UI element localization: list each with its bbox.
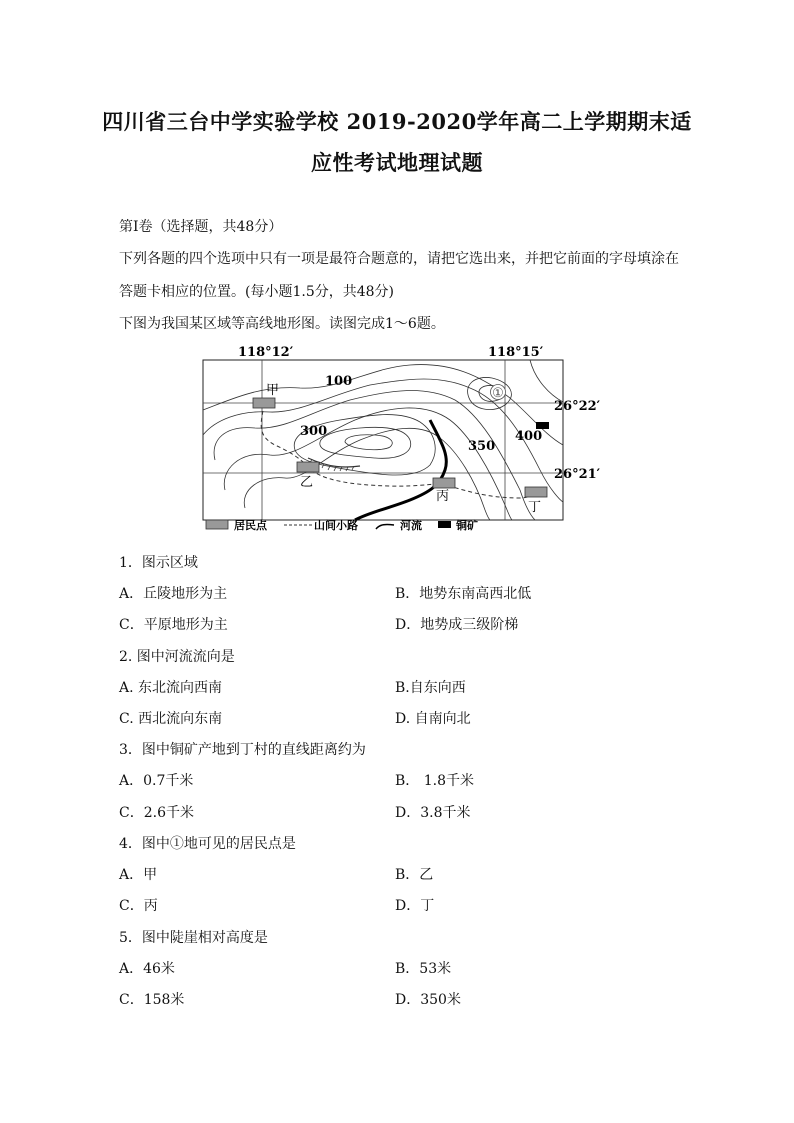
- lon-right-label: 118°15′: [488, 345, 544, 360]
- contour-map: [200, 340, 600, 535]
- question-1-stem: 1．图示区域: [119, 555, 198, 571]
- settlement-ding: [525, 487, 547, 497]
- question-2-option-c: C. 西北流向东南: [119, 711, 223, 727]
- question-3-option-d: D．3.8千米: [395, 805, 471, 821]
- contour-100-label: 100: [325, 374, 353, 389]
- question-2-option-d: D. 自南向北: [395, 711, 471, 727]
- instruction-line1: 下列各题的四个选项中只有一项是最符合题意的，请把它选出来，并把它前面的字母填涂在: [119, 251, 679, 267]
- question-5-stem: 5．图中陡崖相对高度是: [119, 930, 268, 946]
- legend-copper-swatch: [438, 521, 451, 528]
- lat-bottom-label: 26°21′: [554, 467, 600, 482]
- legend-settlement-swatch: [206, 520, 228, 529]
- document-title-line2: 应性考试地理试题: [311, 150, 483, 175]
- copper-mine: [536, 422, 549, 429]
- question-4-option-a: A．甲: [119, 867, 158, 883]
- question-5-option-c: C．158米: [119, 992, 185, 1008]
- lon-left-label: 118°12′: [238, 345, 294, 360]
- contour-350-label: 350: [468, 439, 496, 454]
- question-1-option-c: C．平原地形为主: [119, 617, 228, 633]
- question-3-option-c: C．2.6千米: [119, 805, 194, 821]
- question-4-stem: 4．图中①地可见的居民点是: [119, 836, 296, 852]
- section-heading: 第Ⅰ卷（选择题，共48分）: [119, 219, 283, 235]
- legend-path-label: 山间小路: [314, 519, 358, 532]
- place-jia-label: 甲: [266, 383, 280, 398]
- place-ding-label: 丁: [528, 500, 542, 515]
- document-title-line1: 四川省三台中学实验学校 2019-2020学年高二上学期期末适: [102, 109, 692, 134]
- question-4-option-d: D．丁: [395, 898, 435, 914]
- question-1-option-b: B．地势东南高西北低: [395, 586, 532, 602]
- contour-400-label: 400: [515, 429, 543, 444]
- question-1-option-a: A．丘陵地形为主: [119, 586, 228, 602]
- place-bing-label: 丙: [436, 489, 450, 504]
- instruction-line2: 答题卡相应的位置。(每小题1.5分，共48分): [119, 284, 395, 300]
- question-3-option-a: A．0.7千米: [119, 773, 194, 789]
- map-frame: [203, 360, 563, 520]
- lat-top-label: 26°22′: [554, 399, 600, 414]
- legend-river-label: 河流: [400, 519, 422, 532]
- question-3-option-b: B． 1.8千米: [395, 773, 475, 789]
- settlement-yi: [297, 462, 319, 472]
- map-intro: 下图为我国某区域等高线地形图。读图完成1～6题。: [119, 316, 445, 332]
- legend-settlement-label: 居民点: [234, 519, 267, 532]
- question-4-option-c: C．丙: [119, 898, 158, 914]
- question-2-option-b: B.自东向西: [395, 680, 466, 696]
- place-yi-label: 乙: [300, 475, 314, 490]
- contour-lines: [203, 360, 563, 520]
- question-4-option-b: B．乙: [395, 867, 434, 883]
- question-5-option-a: A．46米: [119, 961, 175, 977]
- point-1-label: ①: [492, 386, 504, 401]
- legend-copper-label: 铜矿: [456, 519, 478, 532]
- contour-300-label: 300: [300, 424, 328, 439]
- question-5-option-b: B．53米: [395, 961, 452, 977]
- legend-river-swatch: [376, 524, 394, 529]
- question-1-option-d: D．地势成三级阶梯: [395, 617, 519, 633]
- question-2-option-a: A. 东北流向西南: [119, 680, 223, 696]
- question-3-stem: 3．图中铜矿产地到丁村的直线距离约为: [119, 742, 366, 758]
- question-5-option-d: D．350米: [395, 992, 461, 1008]
- settlement-jia: [253, 398, 275, 408]
- question-2-stem: 2. 图中河流流向是: [119, 649, 235, 665]
- settlement-bing: [433, 478, 455, 488]
